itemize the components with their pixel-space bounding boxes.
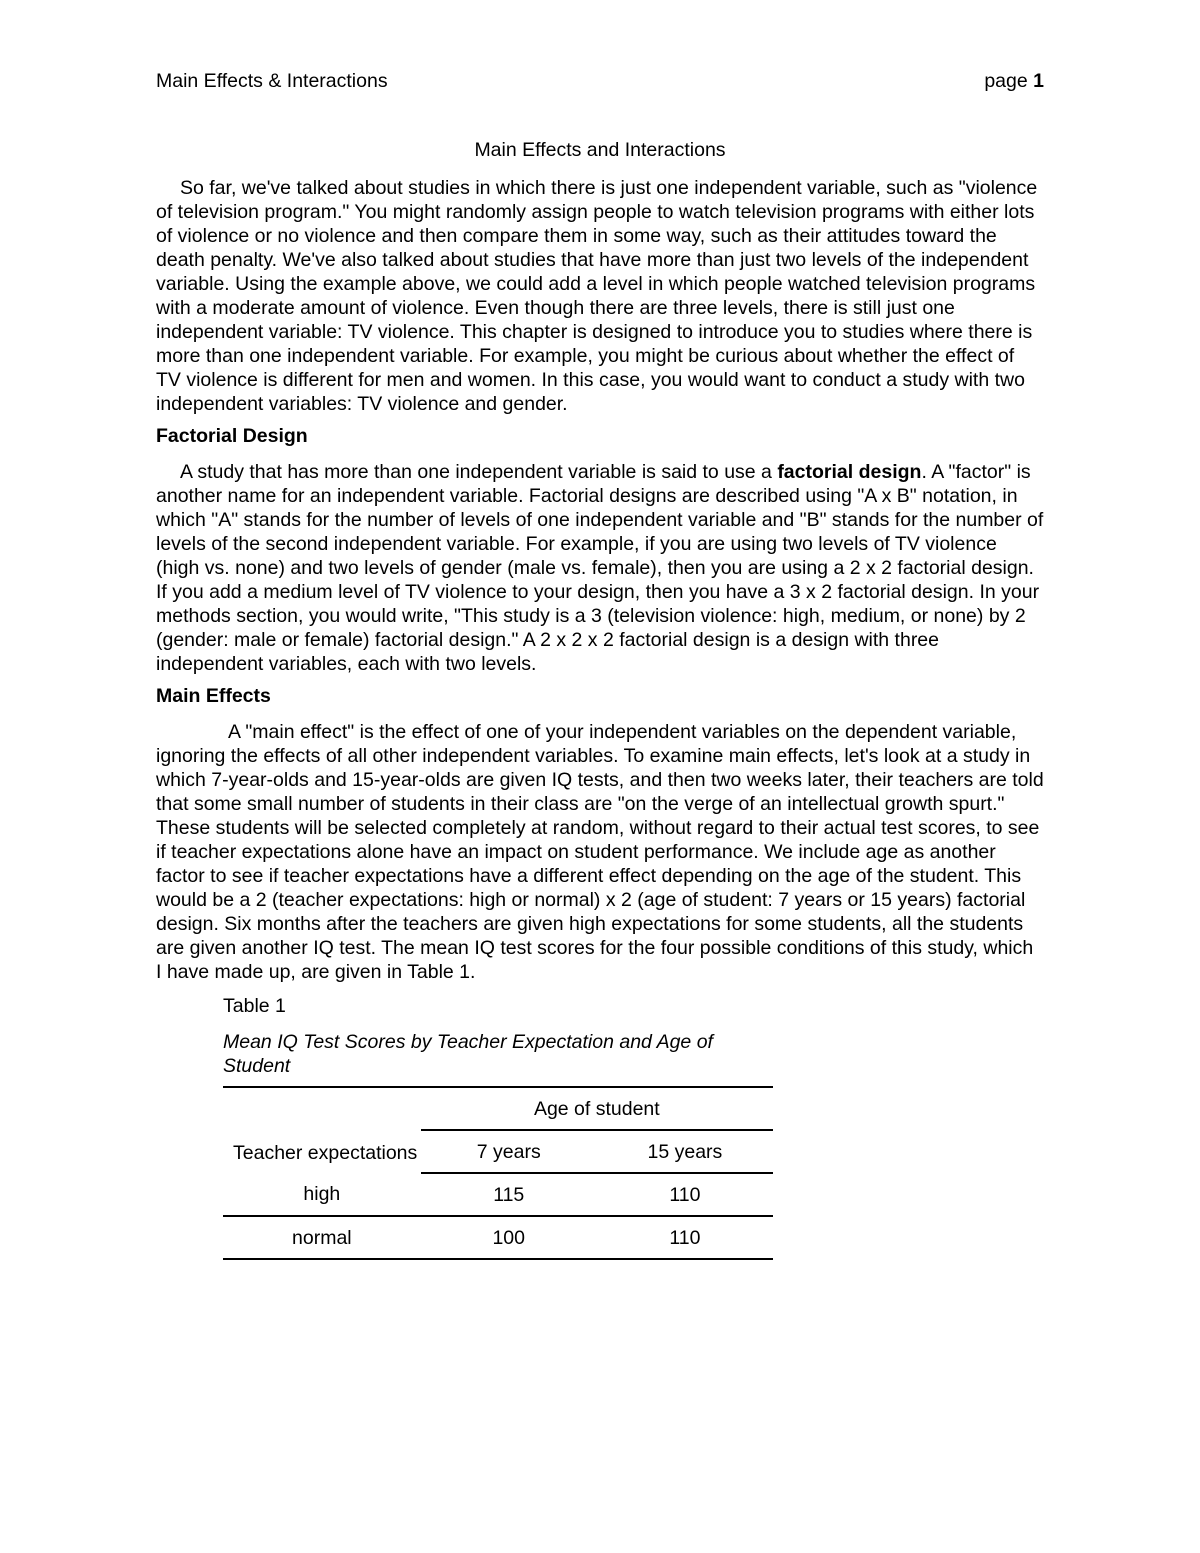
header-page-label: page — [984, 70, 1028, 92]
row-header: Teacher expectations — [233, 1142, 418, 1164]
column-header: 15 years — [597, 1130, 773, 1173]
table-row — [223, 1173, 773, 1216]
factorial-design-heading: Factorial Design — [156, 425, 308, 447]
table-cell: 110 — [597, 1216, 773, 1259]
header-title: Main Effects & Interactions — [156, 70, 388, 92]
header-page — [984, 69, 1044, 93]
table-cell: 110 — [597, 1173, 773, 1216]
table-cell: 115 — [421, 1173, 597, 1216]
table-cell: 100 — [421, 1216, 597, 1259]
intro-paragraph: So far, we've talked about studies in which there is just one independent variable, such as "violence of television program." You might randomly assign people to watch television programs with either lots of violence or no violence and then compare them in some way, such as their attitudes toward the death penalty. We've also talked about studies that have more than just two levels of the independent variable. Using the example above, we could add a level in which people watched television programs with a moderate amount of violence. Even though there are three levels, there is still just one independent variable: TV violence. This chapter is designed to introduce you to studies where there is more than one independent variable. For example, you might be curious about whether the effect of TV violence is different for men and women. In this case, you would want to conduct a study with two independent variables: TV violence and gender. — [156, 177, 1038, 415]
running-header — [156, 69, 1044, 93]
document-title: Main Effects and Interactions — [474, 139, 726, 161]
document-body — [156, 138, 1044, 1260]
iq-score-table — [223, 1086, 773, 1260]
factorial-paragraph — [156, 460, 1044, 676]
column-group-header: Age of student — [421, 1088, 773, 1130]
factorial-text-1: A study that has more than one independent variable is said to use a — [180, 461, 778, 483]
table-row — [223, 1216, 773, 1259]
table-label: Table 1 — [223, 995, 286, 1017]
factorial-term: factorial design — [777, 461, 922, 483]
table-1 — [223, 994, 773, 1260]
column-header: 7 years — [421, 1130, 597, 1173]
factorial-text-2: . A "factor" is another name for an independent variable. Factorial designs are described using "A x B" notation, in which "A" stands for the number of levels of one independent variable and "B" stands for the number of levels of the second independent variable. For example, if you are using two levels of TV violence (high vs. none) and two levels of gender (male vs. female), then you are using a 2 x 2 factorial design. If you add a medium level of TV violence to your design, then you have a 3 x 2 factorial design. In your methods section, you would write, "This study is a 3 (television violence: high, medium, or none) by 2 (gender: male or female) factorial design." A 2 x 2 x 2 factorial design is a design with three independent variables, each with two levels. — [156, 461, 1044, 675]
header-page-number: 1 — [1033, 70, 1044, 92]
main-effects-paragraph: A "main effect" is the effect of one of your independent variables on the dependent variable, ignoring the effects of all other independent variables. To examine main effects, let's look at a study in which 7-year-olds and 15-year-olds are given IQ tests, and then two weeks later, their teachers are told that some small number of students in their class are "on the verge of an intellectual growth spurt." These students will be selected completely at random, without regard to their actual test scores, to see if teacher expectations alone have an impact on student performance. We include age as another factor to see if teacher expectations have a different effect depending on the age of the student. This would be a 2 (teacher expectations: high or normal) x 2 (age of student: 7 years or 15 years) factorial design. Six months after the teachers are given high expectations for some students, all the students are given another IQ test. The mean IQ test scores for the four possible conditions of this study, which I have made up, are given in Table 1. — [156, 721, 1044, 983]
main-effects-heading: Main Effects — [156, 685, 271, 707]
row-label: high — [223, 1173, 421, 1216]
table-caption: Mean IQ Test Scores by Teacher Expectation and Age of Student — [223, 1031, 713, 1077]
row-label: normal — [223, 1216, 421, 1259]
